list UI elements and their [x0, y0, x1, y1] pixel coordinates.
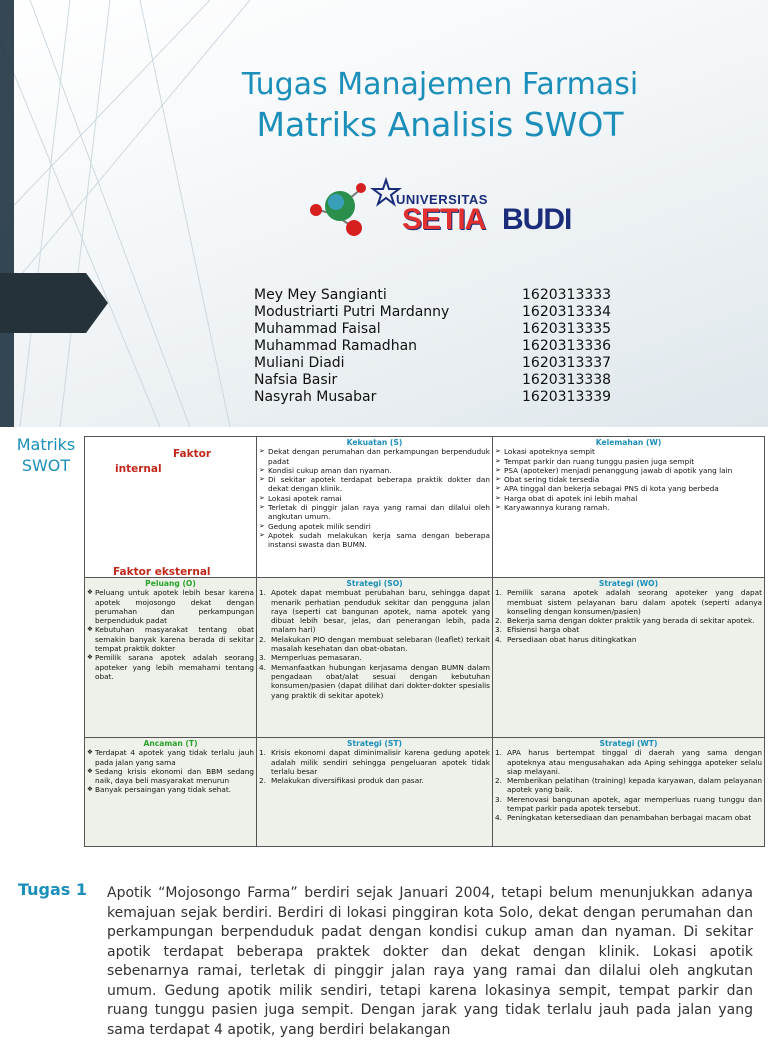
table-row — [85, 738, 765, 847]
member-row — [254, 287, 634, 304]
strategi-wt-cell — [493, 738, 765, 847]
list-item: Peningkatan ketersediaan dan penambahan berbagai macam obat — [507, 813, 752, 823]
list-item: ❖ Banyak persaingan yang tidak sehat. — [87, 785, 254, 794]
member-row — [254, 389, 634, 406]
strategi-wt-list — [495, 748, 762, 822]
title-line-2: Matriks Analisis SWOT — [256, 105, 624, 144]
member-row — [254, 304, 634, 321]
list-item: ➢ Terletak di pinggir jalan raya yang ramai dan dilalui oleh angkutan umum. — [259, 503, 490, 522]
list-item: ➢ APA tinggal dan bekerja sebagai PNS di kota yang berbeda — [495, 484, 762, 493]
list-item: ➢ Lokasi apoteknya sempit — [495, 447, 762, 456]
list-item: ❖ Pemilik sarana apotek adalah seorang apoteker yang lebih memahami tentang obat. — [87, 653, 254, 681]
peluang-list — [87, 588, 254, 681]
list-item: Memanfaatkan hubungan kerjasama dengan BUMN dalam pengadaan obat/alat sesuai dengan kebutuhan konsumen/pasien (dapat dilihat dari dokter-dokter spesialis yang praktik di sekitar apotek) — [271, 662, 490, 700]
logo-universitas-text: UNIVERSITAS — [396, 192, 488, 207]
list-item: Krisis ekonomi dapat diminimalisir karena gedung apotek adalah milik sendiri sehingga pengeluaran apotek tidak terlalu besar — [271, 748, 490, 776]
logo-setia-text: SETIA — [402, 203, 486, 236]
title-block — [200, 66, 680, 146]
list-item: ➢ Di sekitar apotek terdapat beberapa praktik dokter dan dekat dengan klinik. — [259, 475, 490, 494]
strategi-st-cell — [257, 738, 493, 847]
strategi-wt-header: Strategi (WT) — [599, 739, 658, 748]
kelemahan-cell — [493, 437, 765, 578]
strategi-so-cell — [257, 578, 493, 738]
list-item: ❖ Terdapat 4 apotek yang tidak terlalu jauh pada jalan yang sama — [87, 748, 254, 767]
list-item: Efisiensi harga obat — [507, 625, 580, 635]
member-row — [254, 355, 634, 372]
member-id: 1620313337 — [522, 355, 612, 371]
faktor-eksternal-label: Faktor eksternal — [113, 566, 211, 578]
list-item: ❖ Sedang krisis ekonomi dan BBM sedang naik, daya beli masyarakat menurun — [87, 767, 254, 786]
list-item: ➢ Dekat dengan perumahan dan perkampungan berpenduduk padat — [259, 447, 490, 466]
member-id: 1620313335 — [522, 321, 612, 337]
list-item: ❖ Peluang untuk apotek lebih besar karena apotek mojosongo dekat dengan perumahan dan perkampungan berpenduduk padat — [87, 588, 254, 625]
list-item: Persediaan obat harus ditingkatkan — [507, 634, 637, 644]
arrow-tab-icon — [0, 273, 110, 333]
strategi-st-list — [259, 748, 490, 785]
table-row — [85, 437, 765, 578]
title-line-1: Tugas Manajemen Farmasi — [241, 67, 639, 102]
list-item: Memperluas pemasaran. — [271, 653, 362, 663]
member-list — [254, 287, 634, 406]
faktor-cell — [85, 437, 257, 578]
list-item: ➢ Obat sering tidak tersedia — [495, 475, 762, 484]
list-item: Memberikan pelatihan (training) kepada karyawan, dalam pelayanan apotek yang baik. — [507, 776, 762, 795]
slide-title: Matriks SWOT — [16, 435, 76, 475]
strategi-so-header: Strategi (SO) — [346, 579, 403, 588]
member-name: Modustriarti Putri Mardanny — [254, 304, 450, 320]
member-id: 1620313338 — [522, 372, 612, 388]
ancaman-header: Ancaman (T) — [143, 739, 198, 748]
peluang-header: Peluang (O) — [145, 579, 196, 588]
molecule-logo-icon — [304, 176, 414, 242]
member-name: Muhammad Faisal — [254, 321, 381, 337]
kekuatan-cell — [257, 437, 493, 578]
member-row — [254, 338, 634, 355]
list-item: Apotek dapat membuat perubahan baru, sehingga dapat menarik perhatian penduduk sekitar dan pengguna jalan raya (seperti cat bangunan apotek, nama apotek yang dibuat lebih besar, jelas, dan penerangan lebih, pada malam hari) — [271, 588, 490, 635]
list-item: Merenovasi bangunan apotek, agar memperluas ruang tunggu dan tempat parkir pada apotek tersebut. — [507, 794, 762, 814]
strategi-wo-list — [495, 588, 762, 644]
list-item: ➢ Gedung apotek milik sendiri — [259, 522, 490, 531]
member-row — [254, 372, 634, 389]
title-slide — [0, 0, 768, 427]
member-name: Nafsia Basir — [254, 372, 338, 388]
swot-slide — [0, 430, 768, 858]
university-logo — [304, 176, 572, 242]
member-id: 1620313334 — [522, 304, 612, 320]
list-item: ➢ Kondisi cukup aman dan nyaman. — [259, 466, 490, 475]
kekuatan-list — [259, 447, 490, 549]
table-row — [85, 578, 765, 738]
list-item: ➢ Apotek sudah melakukan kerja sama dengan beberapa instansi swasta dan BUMN. — [259, 531, 490, 550]
member-id: 1620313339 — [522, 389, 612, 405]
strategi-so-list — [259, 588, 490, 700]
task-paragraph: Apotik “Mojosongo Farma” berdiri sejak Januari 2004, tetapi belum menunjukkan adanya kemajuan sejak berdiri. Berdiri di lokasi pinggiran kota Solo, dekat dengan perumahan dan perkampungan berpenduduk padat dengan kondisi cukup aman dan nyaman. Di sekitar apotik terdapat beberapa praktek dokter dan dekat dengan klinik. Lokasi apotik sebenarnya ramai, terletak di pinggir jalan raya yang ramai dan dilalui oleh angkutan umum. Gedung apotik milik sendiri, tetapi karena lokasinya sempit, tempat parkir dan ruang tunggu pasien juga sempit. Dengan jarak yang tidak terlalu jauh pada jalan yang sama terdapat 4 apotik, yang berdiri belakangan — [107, 885, 753, 1038]
slide-title: Tugas 1 — [18, 880, 88, 899]
strategi-wo-header: Strategi (WO) — [598, 579, 659, 588]
member-id: 1620313336 — [522, 338, 612, 354]
swot-matrix-table — [84, 436, 765, 847]
kelemahan-header: Kelemahan (W) — [595, 438, 662, 447]
list-item: Pemilik sarana apotek adalah seorang apoteker yang dapat membuat sistem pelayanan baru dalam apotek (seperti adanya konseling dengan konsumen/pasien) — [507, 588, 762, 616]
strategi-wo-cell — [493, 578, 765, 738]
task-slide — [0, 862, 768, 1038]
list-item: ➢ PSA (apoteker) menjadi penanggung jawab di apotik yang lain — [495, 466, 762, 475]
member-row — [254, 321, 634, 338]
list-item: APA harus bertempat tinggal di daerah yang sama dengan apoteknya atau mengusahakan ada Aping sehingga apoteker selalu siap melayani. — [507, 748, 762, 776]
list-item: Melakukan diversifikasi produk dan pasar. — [271, 776, 424, 786]
member-name: Muliani Diadi — [254, 355, 345, 371]
list-item: ➢ Karyawannya kurang ramah. — [495, 503, 762, 512]
member-name: Mey Mey Sangianti — [254, 287, 387, 303]
strategi-st-header: Strategi (ST) — [346, 739, 403, 748]
list-item: Bekerja sama dengan dokter praktik yang berada di sekitar apotek. — [507, 616, 755, 626]
logo-budi-text: BUDI — [502, 203, 572, 236]
list-item: ➢ Lokasi apotek ramai — [259, 494, 490, 503]
peluang-cell — [85, 578, 257, 738]
list-item: ➢ Harga obat di apotek ini lebih mahal — [495, 494, 762, 503]
member-name: Muhammad Ramadhan — [254, 338, 418, 354]
list-item: ➢ Tempat parkir dan ruang tunggu pasien juga sempit — [495, 457, 762, 466]
list-item: Melakukan PIO dengan membuat selebaran (leaflet) terkait masalah kesehatan dan obat-obatan. — [271, 634, 490, 654]
kelemahan-list — [495, 447, 762, 512]
member-id: 1620313333 — [522, 287, 612, 303]
ancaman-cell — [85, 738, 257, 847]
kekuatan-header: Kekuatan (S) — [346, 438, 403, 447]
faktor-label: Faktor — [173, 448, 212, 460]
member-name: Nasyrah Musabar — [254, 389, 377, 405]
list-item: ❖ Kebutuhan masyarakat tentang obat semakin banyak karena berada di sekitar tempat praktik dokter — [87, 625, 254, 653]
internal-label: internal — [115, 463, 162, 475]
ancaman-list — [87, 748, 254, 794]
